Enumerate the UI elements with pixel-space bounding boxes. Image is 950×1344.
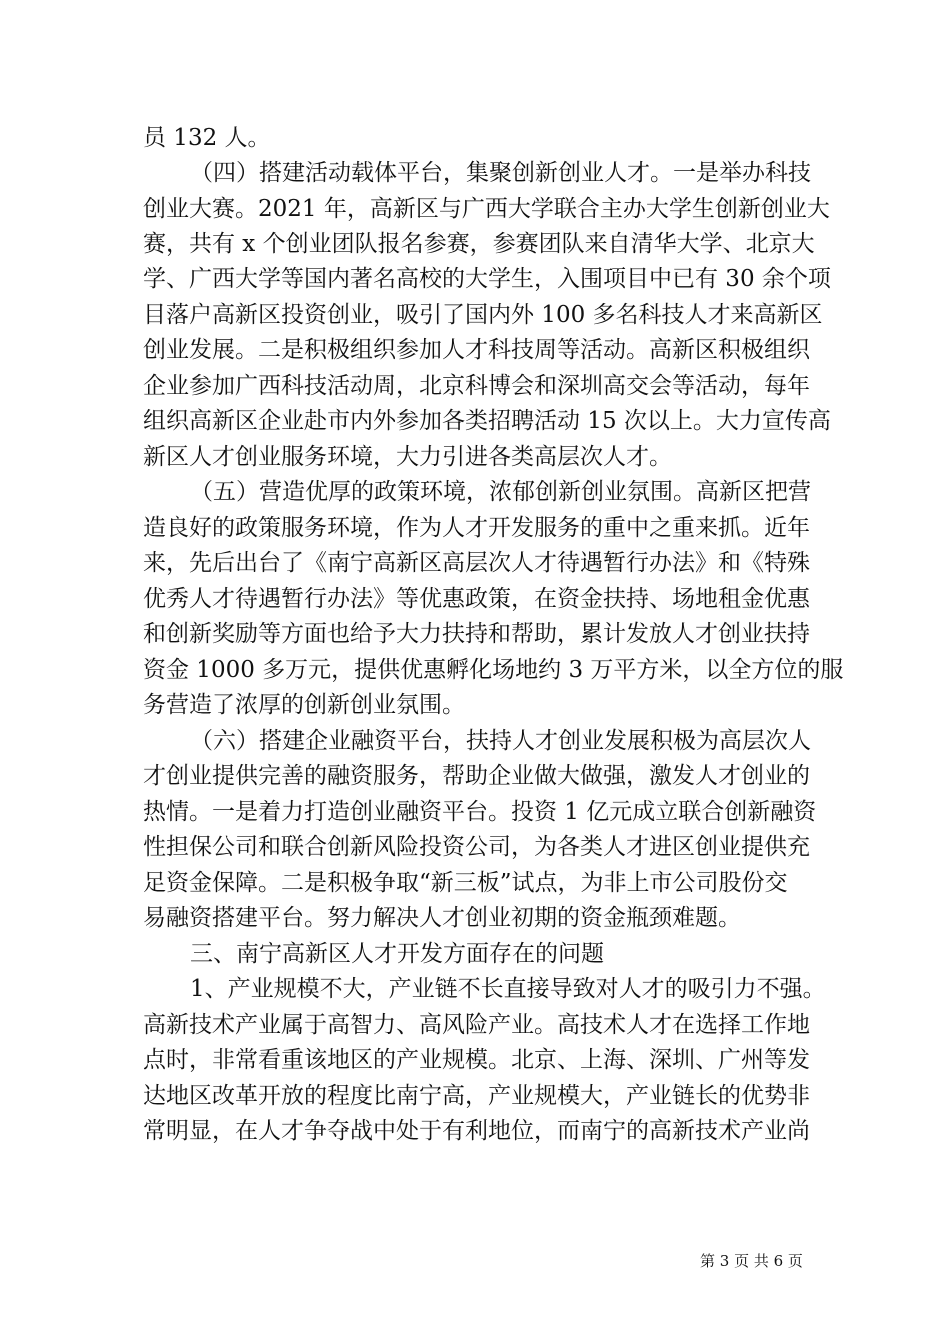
text-line: 目落户高新区投资创业，吸引了国内外 100 多名科技人才来高新区 (143, 302, 823, 328)
text-line: 足资金保障。二是积极争取“新三板”试点，为非上市公司股份交 (143, 870, 788, 896)
text-line: 高新技术产业属于高智力、高风险产业。高技术人才在选择工作地 (143, 1012, 810, 1038)
text-line: 和创新奖励等方面也给予大力扶持和帮助，累计发放人才创业扶持 (143, 621, 810, 647)
text-line: 组织高新区企业赴市内外参加各类招聘活动 15 次以上。大力宣传高 (143, 408, 831, 434)
text-line: 赛，共有 x 个创业团队报名参赛，参赛团队来自清华大学、北京大 (143, 231, 815, 257)
text-line: 达地区改革开放的程度比南宁高，产业规模大，产业链长的优势非 (143, 1083, 810, 1109)
text-line: 性担保公司和联合创新风险投资公司，为各类人才进区创业提供充 (143, 834, 810, 860)
text-line: 易融资搭建平台。努力解决人才创业初期的资金瓶颈难题。 (143, 905, 741, 931)
text-line: 造良好的政策服务环境，作为人才开发服务的重中之重来抓。近年 (143, 515, 810, 541)
text-line: 新区人才创业服务环境，大力引进各类高层次人才。 (143, 444, 672, 470)
text-line: 务营造了浓厚的创新创业氛围。 (143, 692, 465, 718)
text-line: 常明显，在人才争夺战中处于有利地位，而南宁的高新技术产业尚 (143, 1118, 810, 1144)
text-line: 员 132 人。 (143, 125, 271, 151)
text-line: 学、广西大学等国内著名高校的大学生，入围项目中已有 30 余个项 (143, 266, 831, 292)
text-line: 热情。一是着力打造创业融资平台。投资 1 亿元成立联合创新融资 (143, 799, 817, 825)
text-line: 来，先后出台了《南宁高新区高层次人才待遇暂行办法》和《特殊 (143, 550, 810, 576)
paragraph-6-first-line: （六）搭建企业融资平台，扶持人才创业发展积极为高层次人 (190, 728, 811, 754)
page-number-footer: 第 3 页 共 6 页 (700, 1252, 803, 1270)
paragraph-5-first-line: （五）营造优厚的政策环境，浓郁创新创业氛围。高新区把营 (190, 479, 811, 505)
text-line: 优秀人才待遇暂行办法》等优惠政策，在资金扶持、场地租金优惠 (143, 586, 810, 612)
text-line: 资金 1000 多万元，提供优惠孵化场地约 3 万平方米，以全方位的服 (143, 657, 844, 683)
text-line: 创业发展。二是积极组织参加人才科技周等活动。高新区积极组织 (143, 337, 810, 363)
paragraph-4-first-line: （四）搭建活动载体平台，集聚创新创业人才。一是举办科技 (190, 160, 811, 186)
problem-1-first-line: 1、产业规模不大，产业链不长直接导致对人才的吸引力不强。 (190, 976, 826, 1002)
text-line: 点时，非常看重该地区的产业规模。北京、上海、深圳、广州等发 (143, 1047, 810, 1073)
text-line: 才创业提供完善的融资服务，帮助企业做大做强，激发人才创业的 (143, 763, 810, 789)
text-line: 企业参加广西科技活动周，北京科博会和深圳高交会等活动，每年 (143, 373, 810, 399)
section-heading: 三、南宁高新区人才开发方面存在的问题 (190, 941, 604, 967)
text-line: 创业大赛。2021 年，高新区与广西大学联合主办大学生创新创业大 (143, 196, 830, 222)
